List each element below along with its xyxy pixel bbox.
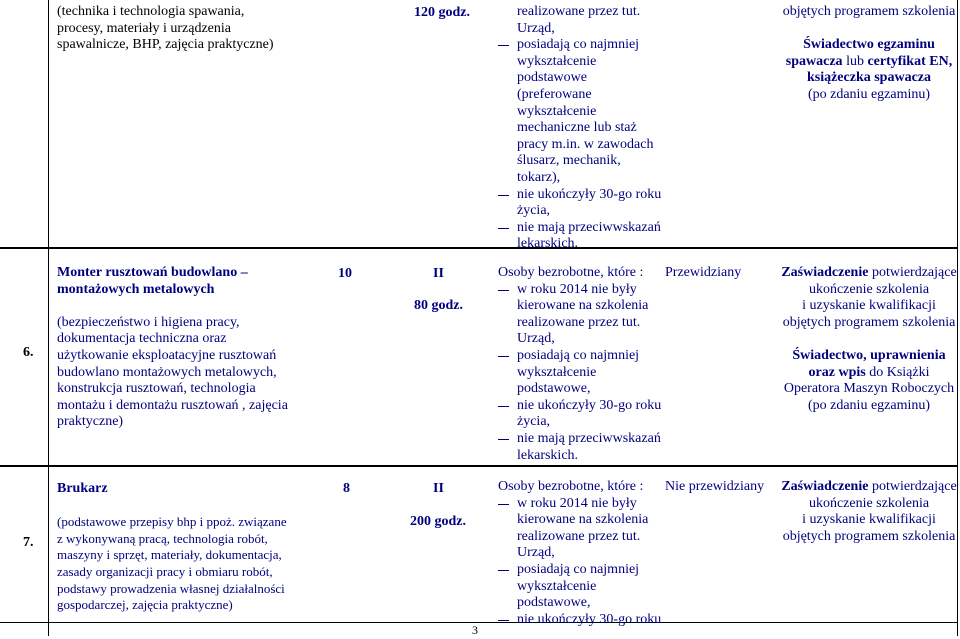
row5-req-b3-l1: lekarskich. — [517, 236, 579, 252]
row6-course-cell — [57, 265, 317, 431]
row7-desc-l2: maszyny i sprzęt, materiały, dokumentacja, — [57, 547, 282, 563]
row7-cert-line1 — [778, 479, 960, 496]
row5-req-b1-l2: podstawowe — [517, 70, 587, 86]
row6-title-line1: Monter rusztowań budowlano – — [57, 265, 248, 280]
row6-req-bullet-4 — [498, 431, 664, 464]
row7-cert-rest1: potwierdzające — [868, 479, 957, 494]
row6-exam: Przewidziany — [665, 265, 742, 280]
row5-req-b1-l3: (preferowane — [517, 86, 592, 102]
page-number: 3 — [472, 623, 478, 637]
row6-req-b1-l1: kierowane na szkolenia — [517, 298, 649, 314]
row6-req-bullet-1 — [498, 282, 664, 348]
row6-desc-l2: użytkowanie eksploatacyjne rusztowań — [57, 347, 277, 363]
row6-desc-l5: montażu i demontażu rusztowań , zajęcia — [57, 397, 288, 413]
row6-quarter: II — [433, 266, 444, 281]
row6-req-b3-l1: życia, — [517, 414, 551, 430]
row5-hours: 120 godz. — [414, 5, 470, 20]
row7-cert-l1: i uzyskanie kwalifikacji — [802, 512, 936, 528]
row7-req-b1-l1: kierowane na szkolenia — [517, 512, 649, 528]
row6-req-b4-l1: lekarskich. — [517, 447, 579, 463]
row6-cert3-rest: do Książki — [865, 364, 930, 380]
row7-requirements-cell — [498, 479, 664, 628]
row6-hours: 80 godz. — [414, 298, 463, 313]
row7-req-bullet-1 — [498, 496, 664, 562]
row6-req-b4-l0: nie mają przeciwwskazań — [517, 430, 661, 446]
row7-cert-l2: objętych programem szkolenia — [782, 528, 956, 544]
row5-req-bullet-2 — [498, 187, 664, 220]
row6-desc-l4: konstrukcja rusztowań, technologia — [57, 381, 256, 397]
row5-course-cell — [57, 4, 287, 54]
table-bottom-border — [0, 622, 958, 623]
row5-cert-l2-rest: lub — [842, 53, 868, 69]
row-divider-6-7 — [0, 465, 958, 467]
row6-cert3-bold: oraz wpis — [808, 364, 866, 380]
row5-req-b1-l5: mechaniczne lub staż — [517, 120, 637, 136]
row5-req-b1-l6: pracy m.in. w zawodach — [517, 136, 654, 152]
row6-certificate-cell — [778, 265, 960, 414]
row5-requirements-cell — [498, 4, 664, 253]
row5-req-line2: Urząd, — [517, 20, 555, 36]
row7-participants: 8 — [343, 481, 350, 496]
row6-req-bullet-3 — [498, 398, 664, 431]
row5-req-line1: realizowane przez tut. — [517, 4, 641, 19]
row6-cert-l0: ukończenie szkolenia — [808, 281, 930, 297]
row7-desc-l3: zasady organizacji pracy i obmiaru robót, — [57, 563, 273, 579]
row7-cert-l0: ukończenie szkolenia — [808, 495, 930, 511]
row7-req-b3-l0: nie ukończyły 30-go roku — [517, 611, 662, 627]
row6-cert-line1 — [778, 265, 960, 282]
row5-cert-line3: książeczka spawacza — [806, 70, 932, 86]
row7-hours: 200 godz. — [410, 514, 466, 529]
row7-certificate-cell — [778, 479, 960, 545]
row7-req-intro: Osoby bezrobotne, które : — [498, 479, 644, 494]
row7-exam: Nie przewidziany — [665, 479, 765, 494]
row6-desc-l6: praktyczne) — [57, 414, 124, 430]
row7-desc-l1: z wykonywaną pracą, technologia robót, — [57, 530, 268, 546]
row6-req-b1-l3: Urząd, — [517, 331, 555, 347]
row5-req-b1-l7: ślusarz, mechanik, — [517, 153, 621, 169]
row6-number: 6. — [23, 345, 34, 360]
row6-req-b2-l1: wykształcenie — [517, 364, 597, 380]
row6-req-b1-l2: realizowane przez tut. — [517, 314, 641, 330]
row5-course-text: (technika i technologia spawania, procesy, materiały i urządzenia spawalnicze, BHP, zajęcia praktyczne) — [57, 4, 274, 53]
table-border-left — [48, 0, 49, 636]
row6-cert4: Operatora Maszyn Roboczych — [783, 381, 955, 397]
row5-req-b1-l4: wykształcenie — [517, 103, 597, 119]
row6-cert2: Świadectwo, uprawnienia — [792, 347, 946, 363]
row6-desc-l3: budowlano montażowych metalowych, — [57, 364, 277, 380]
row7-desc-l0: (podstawowe przepisy bhp i ppoż. związane — [57, 514, 287, 530]
row6-req-b1-l0: w roku 2014 nie były — [517, 281, 637, 297]
row5-certificate-cell — [778, 4, 960, 104]
row6-req-b2-l0: posiadają co najmniej — [517, 347, 640, 363]
row5-cert-bold1: Świadectwo egzaminu — [803, 37, 935, 53]
row5-cert-l2-bold2: certyfikat EN, — [867, 53, 953, 69]
row6-req-intro: Osoby bezrobotne, które : — [498, 265, 644, 280]
row6-req-b3-l0: nie ukończyły 30-go roku — [517, 397, 662, 413]
row6-cert3 — [778, 365, 960, 382]
row6-desc-l0: (bezpieczeństwo i higiena pracy, — [57, 314, 240, 330]
row7-title: Brukarz — [57, 481, 108, 496]
row5-req-b3-l0: nie mają przeciwwskazań — [517, 219, 661, 235]
row7-req-bullet-3 — [498, 612, 664, 629]
row6-req-b2-l2: podstawowe, — [517, 381, 591, 397]
row5-cert-line2 — [778, 54, 960, 71]
row6-cert-bold1: Zaświadczenie — [781, 265, 869, 280]
row7-cert-bold1: Zaświadczenie — [781, 479, 869, 494]
row5-req-b1-l8: tokarz), — [517, 169, 561, 185]
row7-desc-l4: podstawy prowadzenia własnej działalności — [57, 580, 285, 596]
row7-req-b2-l0: posiadają co najmniej — [517, 561, 640, 577]
row5-req-b2-l1: życia, — [517, 203, 551, 219]
row5-req-b1-l1: wykształcenie — [517, 53, 597, 69]
row5-cert-l2-bold: spawacza — [785, 53, 843, 69]
row7-req-b2-l2: podstawowe, — [517, 595, 591, 611]
row5-req-b2-l0: nie ukończyły 30-go roku — [517, 186, 662, 202]
row7-req-b1-l2: realizowane przez tut. — [517, 528, 641, 544]
row7-req-bullet-2 — [498, 562, 664, 612]
row7-req-b2-l1: wykształcenie — [517, 578, 597, 594]
row7-quarter: II — [433, 481, 444, 496]
row5-cert-line4: (po zdaniu egzaminu) — [807, 86, 931, 102]
row7-req-b1-l0: w roku 2014 nie były — [517, 495, 637, 511]
row5-cert-line1: objętych programem szkolenia — [782, 4, 956, 19]
row6-cert5: (po zdaniu egzaminu) — [807, 397, 931, 413]
row5-req-bullet-3 — [498, 220, 664, 253]
row5-req-b1-l0: posiadają co najmniej — [517, 37, 640, 53]
row6-desc-l1: dokumentacja techniczna oraz — [57, 331, 227, 347]
row-divider-5-6 — [0, 247, 958, 249]
row7-number: 7. — [23, 535, 34, 550]
row6-cert-l1: i uzyskanie kwalifikacji — [802, 298, 936, 314]
row6-requirements-cell — [498, 265, 664, 464]
row6-title-line2: montażowych metalowych — [57, 281, 215, 297]
row6-cert-rest1: potwierdzające — [868, 265, 957, 280]
row6-participants: 10 — [338, 266, 352, 281]
row5-req-bullet-1 — [498, 37, 664, 186]
row7-desc-l5: gospodarczej, zajęcia praktyczne) — [57, 597, 233, 613]
row7-course-cell — [57, 481, 317, 614]
row7-req-b1-l3: Urząd, — [517, 545, 555, 561]
row6-cert-l2: objętych programem szkolenia — [782, 314, 956, 330]
row6-req-bullet-2 — [498, 348, 664, 398]
